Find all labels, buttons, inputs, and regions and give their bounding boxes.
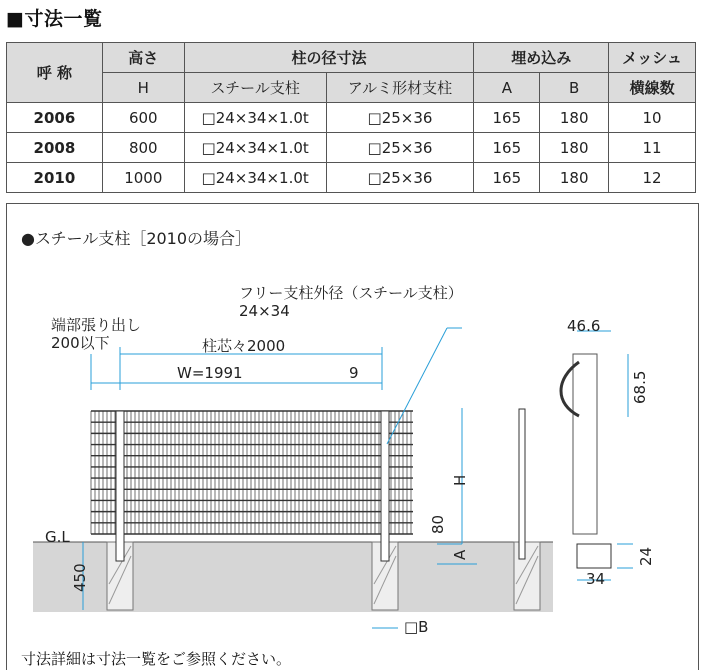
- row-b: 180: [540, 103, 609, 133]
- row-mesh: 11: [609, 133, 696, 163]
- post-left: [116, 411, 124, 561]
- fence-diagram: [6, 203, 699, 670]
- row-b: 180: [540, 163, 609, 193]
- row-height: 800: [102, 133, 184, 163]
- header-alumi: アルミ形材支柱: [326, 73, 474, 103]
- pitch-label: 柱芯々2000: [202, 337, 286, 355]
- header-post: 柱の径寸法: [184, 43, 474, 73]
- side-profile: [519, 409, 525, 559]
- free-post-label: [239, 284, 463, 320]
- header-mesh-2: 横線数: [609, 73, 696, 103]
- b-label: □B: [404, 618, 429, 636]
- row-code: 2008: [7, 133, 103, 163]
- post-right: [381, 411, 389, 561]
- mesh-panel: [91, 411, 413, 534]
- row-steel: □24×34×1.0t: [184, 133, 326, 163]
- row-b: 180: [540, 133, 609, 163]
- row-code: 2006: [7, 103, 103, 133]
- row-steel: □24×34×1.0t: [184, 163, 326, 193]
- row-mesh: 12: [609, 163, 696, 193]
- header-embed: 埋め込み: [474, 43, 609, 73]
- row-a: 165: [474, 163, 540, 193]
- row-alumi: □25×36: [326, 103, 474, 133]
- row-alumi: □25×36: [326, 133, 474, 163]
- dim-46-6: 46.6: [567, 317, 601, 335]
- post-detail: [573, 354, 597, 534]
- free-post-label-1: フリー支柱外径（スチール支柱）: [239, 284, 463, 302]
- row-steel: □24×34×1.0t: [184, 103, 326, 133]
- gl-label: G.L: [45, 528, 70, 546]
- header-a: A: [474, 73, 540, 103]
- row-a: 165: [474, 103, 540, 133]
- d34-label: 34: [586, 570, 606, 588]
- h-label: H: [451, 474, 469, 486]
- diagram-title: ●スチール支柱［2010の場合］: [21, 229, 252, 248]
- d24-label: 24: [637, 546, 655, 566]
- row-height: 1000: [102, 163, 184, 193]
- row-alumi: □25×36: [326, 163, 474, 193]
- header-name: 呼 称: [7, 43, 103, 103]
- header-height-h: H: [102, 73, 184, 103]
- table-row: [7, 103, 696, 133]
- header-height: 高さ: [102, 43, 184, 73]
- header-steel: スチール支柱: [184, 73, 326, 103]
- footnote: 寸法詳細は寸法一覧をご参照ください。: [21, 650, 292, 668]
- table-row: [7, 133, 696, 163]
- dimension-table: [6, 42, 696, 193]
- post-section: [577, 544, 611, 568]
- row-height: 600: [102, 103, 184, 133]
- end-overhang-label: [51, 316, 141, 352]
- header-mesh-1: メッシュ: [609, 43, 696, 73]
- row-mesh: 10: [609, 103, 696, 133]
- row-code: 2010: [7, 163, 103, 193]
- width-label: W=1991: [177, 364, 243, 382]
- d450-label: 450: [71, 563, 89, 592]
- row-a: 165: [474, 133, 540, 163]
- dim-68-5: 68.5: [631, 370, 649, 404]
- header-b: B: [540, 73, 609, 103]
- table-row: [7, 163, 696, 193]
- a-label: A: [451, 549, 469, 560]
- fence-drawing: [7, 204, 698, 670]
- end-overhang-label-2: 200以下: [51, 334, 110, 352]
- free-post-label-2: 24×34: [239, 302, 290, 320]
- end-overhang-label-1: 端部張り出し: [51, 316, 142, 334]
- nine-label: 9: [349, 364, 359, 382]
- page-title: ■寸法一覧: [6, 8, 103, 30]
- eighty-label: 80: [429, 514, 447, 534]
